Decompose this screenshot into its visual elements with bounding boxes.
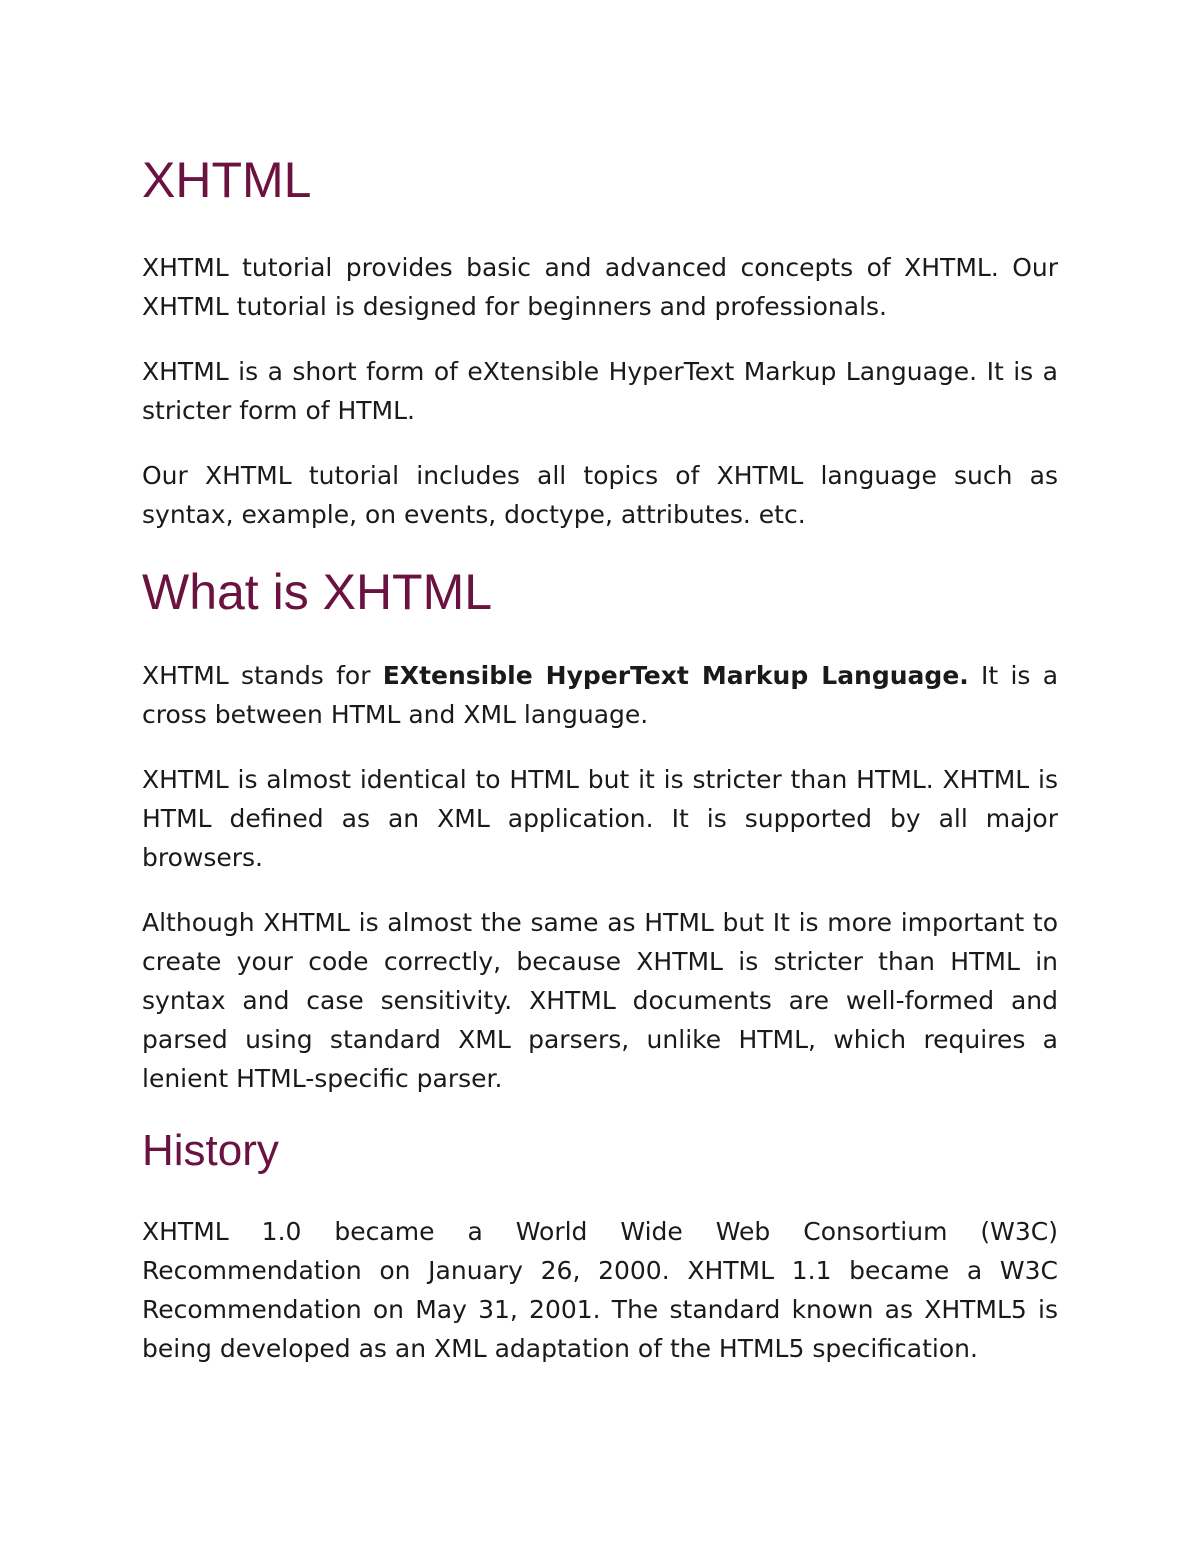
document-page <box>142 150 1058 1394</box>
what-is-paragraph-2: XHTML is almost identical to HTML but it is stricter than HTML. XHTML is HTML defined as an XML application. It is supported by all major browsers. <box>142 765 1058 872</box>
what-is-p1-bold: EXtensible HyperText Markup Language. <box>382 661 969 690</box>
what-is-paragraph-3: Although XHTML is almost the same as HTML but It is more important to create your code correctly, because XHTML is stricter than HTML in syntax and case sensitivity. XHTML documents are well-formed and parsed using standard XML parsers, unlike HTML, which requires a lenient HTML-specific parser. <box>142 908 1058 1093</box>
history-paragraph-1: XHTML 1.0 became a World Wide Web Consortium (W3C) Recommendation on January 26, 2000. XHTML 1.1 became a W3C Recommendation on May 31, 2001. The standard known as XHTML5 is being developed as an XML adaptation of the HTML5 specification. <box>142 1217 1058 1363</box>
page-title: XHTML <box>142 152 312 208</box>
what-is-p1-lead: XHTML stands for <box>142 661 383 690</box>
intro-paragraph-3: Our XHTML tutorial includes all topics of XHTML language such as syntax, example, on events, doctype, attributes. etc. <box>142 461 1058 529</box>
section-heading-history: History <box>142 1126 279 1175</box>
what-is-paragraph-1 <box>142 656 1058 734</box>
section-heading-what-is: What is XHTML <box>142 564 493 620</box>
what-is-p1-tail: It is a cross between HTML and XML language. <box>142 661 1059 729</box>
intro-paragraph-2: XHTML is a short form of eXtensible HyperText Markup Language. It is a stricter form of HTML. <box>142 357 1058 425</box>
intro-paragraph-1: XHTML tutorial provides basic and advanced concepts of XHTML. Our XHTML tutorial is designed for beginners and professionals. <box>142 253 1058 321</box>
